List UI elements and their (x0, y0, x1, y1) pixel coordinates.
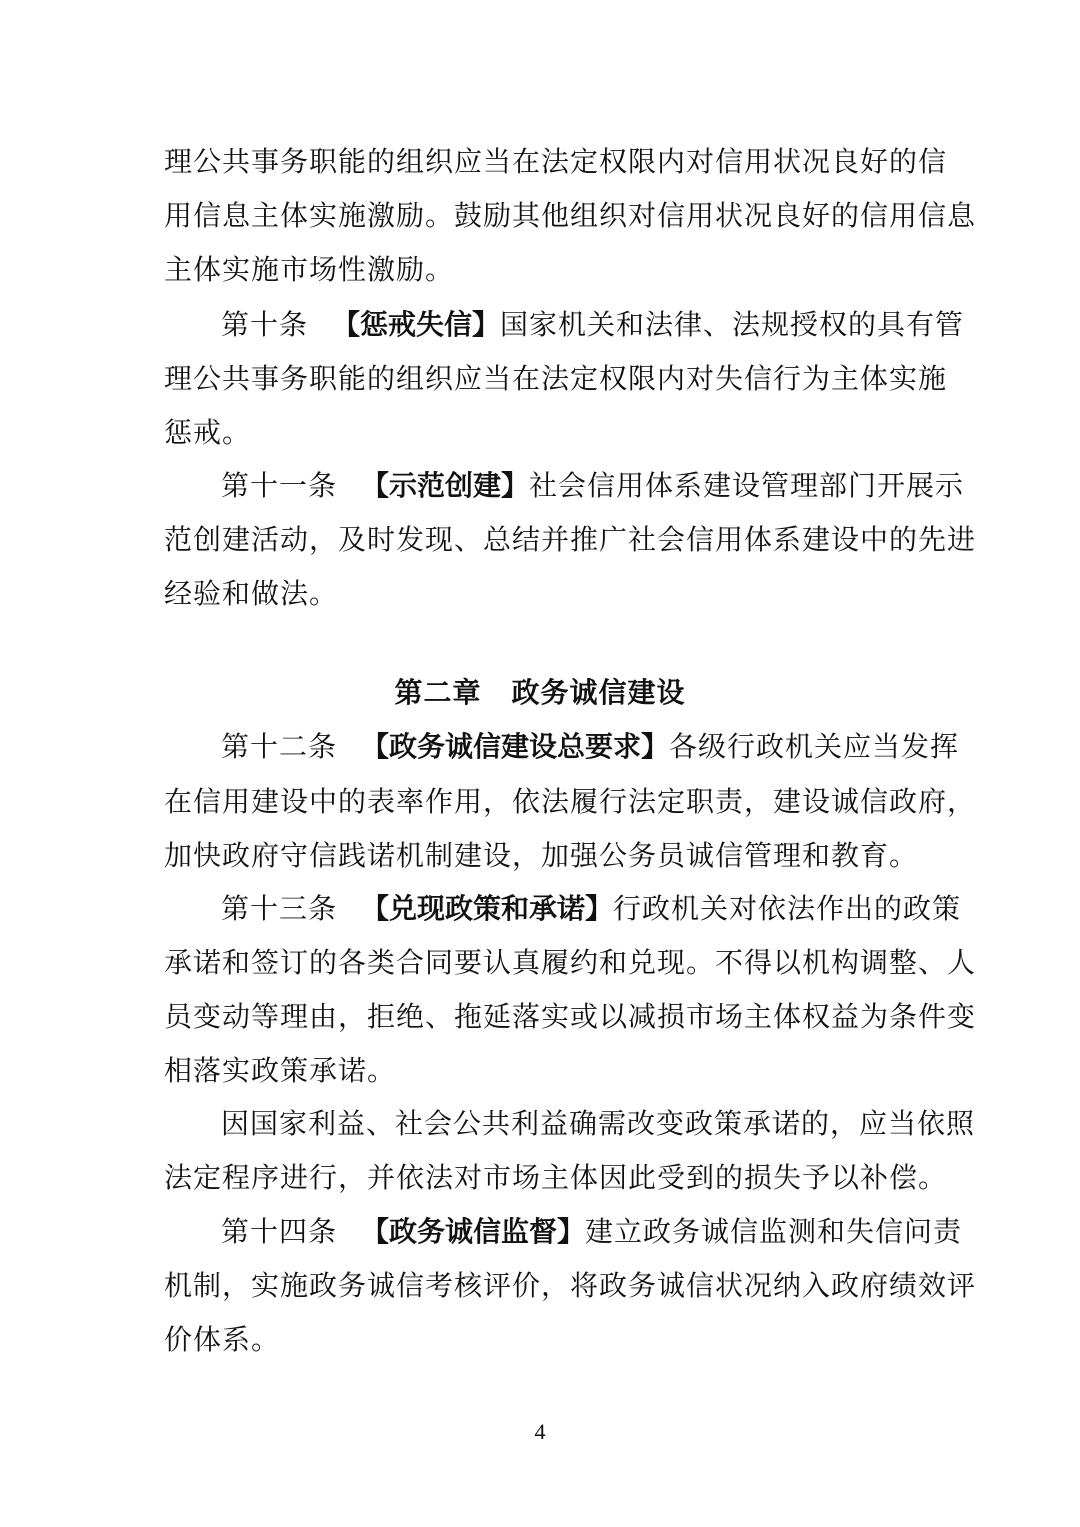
article-title: 【政务诚信监督】 (361, 1215, 586, 1248)
text-line: 机制，实施政务诚信考核评价，将政务诚信状况纳入政府绩效评 (164, 1269, 977, 1302)
text-line: 主体实施市场性激励。 (164, 253, 455, 286)
article-11-first-line: 第十一条 【示范创建】社会信用体系建设管理部门开展示 (221, 469, 965, 502)
article-number: 第十四条 (221, 1215, 338, 1248)
text-line: 用信息主体实施激励。鼓励其他组织对信用状况良好的信用信息 (164, 199, 977, 232)
article-title: 【惩戒失信】 (332, 308, 501, 341)
text-line: 理公共事务职能的组织应当在法定权限内对信用状况良好的信 (164, 145, 948, 178)
text-line: 在信用建设中的表率作用，依法履行法定职责，建设诚信政府， (164, 785, 977, 818)
text-line: 理公共事务职能的组织应当在法定权限内对失信行为主体实施 (164, 362, 948, 395)
article-number: 第十一条 (221, 469, 338, 502)
article-13-first-line: 第十三条 【兑现政策和承诺】行政机关对依法作出的政策 (221, 892, 962, 925)
article-number: 第十三条 (221, 892, 338, 925)
text-line: 相落实政策承诺。 (164, 1054, 397, 1087)
text-line: 员变动等理由，拒绝、拖延落实或以减损市场主体权益为条件变 (164, 1000, 977, 1033)
chapter-title: 政务诚信建设 (511, 676, 686, 709)
article-title: 【政务诚信建设总要求】 (361, 730, 670, 763)
text-line: 法定程序进行，并依法对市场主体因此受到的损失予以补偿。 (164, 1161, 948, 1194)
paragraph-first-line: 因国家利益、社会公共利益确需改变政策承诺的，应当依照 (221, 1107, 976, 1140)
article-title: 【兑现政策和承诺】 (361, 892, 614, 925)
article-14-first-line: 第十四条 【政务诚信监督】建立政务诚信监测和失信问责 (221, 1215, 963, 1248)
text-line: 范创建活动，及时发现、总结并推广社会信用体系建设中的先进 (164, 523, 977, 556)
text-line: 惩戒。 (164, 416, 252, 449)
article-number: 第十条 (221, 308, 309, 341)
chapter-heading (0, 673, 1080, 713)
text-line: 经验和做法。 (164, 577, 339, 610)
article-title: 【示范创建】 (361, 469, 530, 502)
text-line: 承诺和签订的各类合同要认真履约和兑现。不得以机构调整、人 (164, 946, 977, 979)
text-line: 价体系。 (164, 1323, 281, 1356)
page-number: 4 (534, 1419, 546, 1444)
article-number: 第十二条 (221, 730, 338, 763)
article-10-first-line: 第十条 【惩戒失信】国家机关和法律、法规授权的具有管 (221, 308, 965, 341)
article-12-first-line: 第十二条 【政务诚信建设总要求】各级行政机关应当发挥 (221, 730, 960, 763)
text-line: 加快政府守信践诺机制建设，加强公务员诚信管理和教育。 (164, 839, 919, 872)
chapter-number: 第二章 (394, 676, 482, 709)
